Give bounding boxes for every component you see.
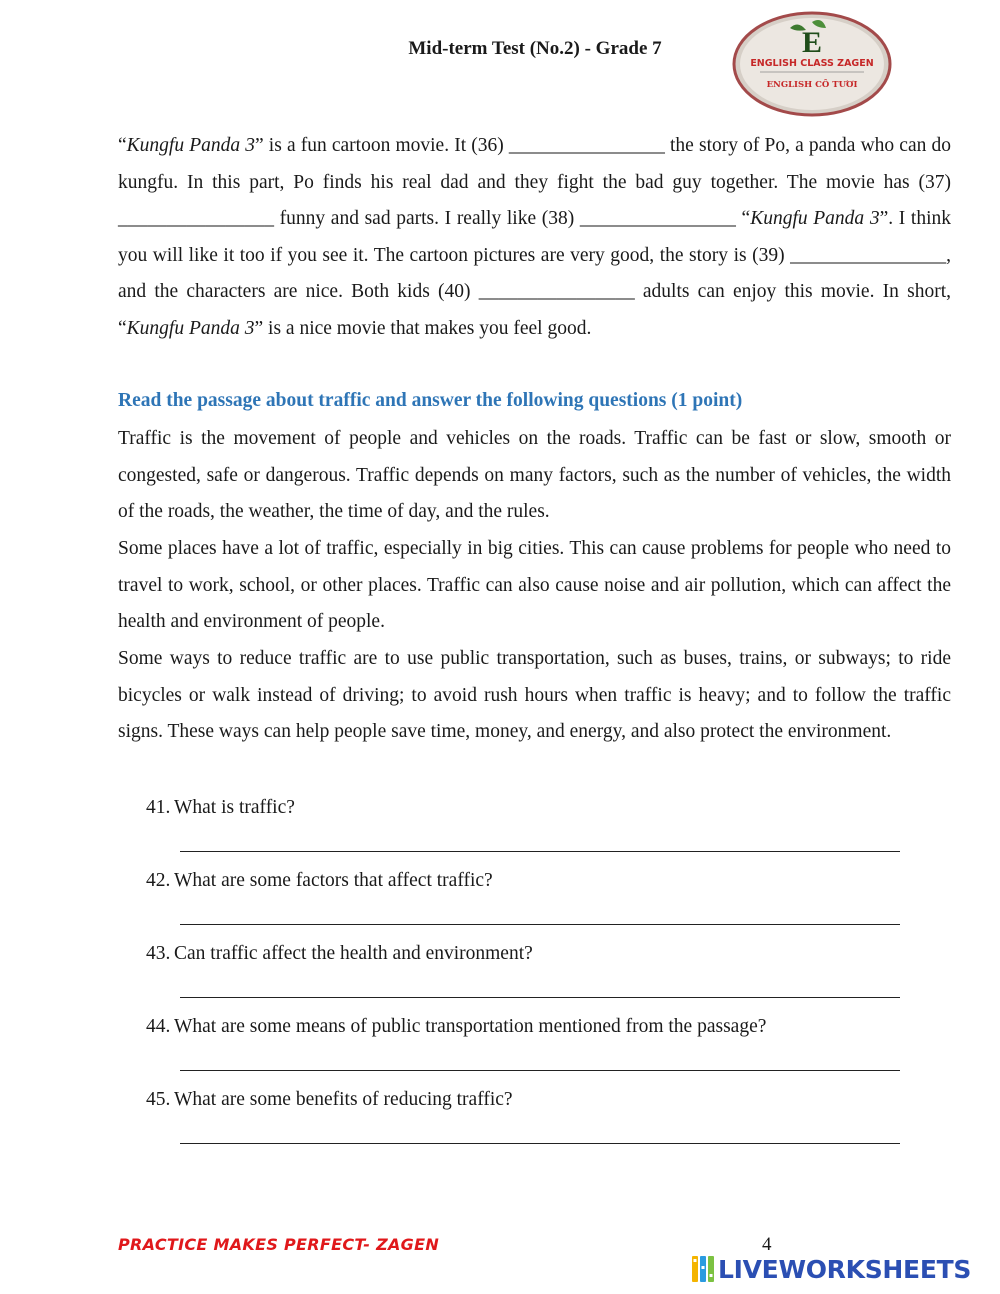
question-42	[146, 869, 493, 893]
question-44	[146, 1015, 766, 1039]
reading-paragraph-2: Some places have a lot of traffic, especially in big cities. This can cause problems for people who need to travel to work, school, or other places. Traffic can also cause noise and air pollution, which can affect the health and environment of people.	[118, 538, 951, 633]
logo-letter: E	[801, 26, 823, 59]
section-heading: Read the passage about traffic and answer the following questions (1 point)	[118, 390, 743, 411]
logo-main-text: ENGLISH CLASS ZAGEN	[750, 58, 874, 69]
movie-title: Kungfu Panda 3	[750, 208, 880, 230]
cloze-text: ”. I think you will like it too if you see it. The cartoon pictures are very good, the story is (39) ________________, and the characters are nice. Both kids (40) ________________ adults can enjoy this movie. In short, “	[118, 208, 951, 339]
answer-line-41[interactable]	[180, 851, 900, 852]
question-text: What are some factors that affect traffic?	[174, 870, 493, 891]
question-number: 41.	[146, 797, 171, 818]
liveworksheets-logo-icon	[692, 1256, 714, 1282]
logo-sub-text: ENGLISH CÔ TƯƠI	[766, 80, 858, 90]
cloze-text: “	[118, 135, 127, 156]
question-number: 44.	[146, 1016, 171, 1037]
question-text: What is traffic?	[174, 797, 295, 818]
zagen-logo	[732, 10, 892, 118]
page-title: Mid-term Test (No.2) - Grade 7	[408, 38, 662, 59]
question-text: What are some means of public transportation mentioned from the passage?	[174, 1016, 767, 1037]
question-number: 43.	[146, 943, 171, 964]
reading-paragraph-1: Traffic is the movement of people and vehicles on the roads. Traffic can be fast or slow, smooth or congested, safe or dangerous. Traffic depends on many factors, such as the number of vehicles, the width of the roads, the weather, the time of day, and the rules.	[118, 428, 951, 523]
answer-line-45[interactable]	[180, 1143, 900, 1144]
answer-line-43[interactable]	[180, 997, 900, 998]
answer-line-42[interactable]	[180, 924, 900, 925]
answer-line-44[interactable]	[180, 1070, 900, 1071]
movie-title: Kungfu Panda 3	[126, 135, 256, 156]
question-45	[146, 1088, 513, 1112]
question-number: 45.	[146, 1089, 171, 1110]
question-number: 42.	[146, 870, 171, 891]
question-text: What are some benefits of reducing traffic?	[174, 1089, 513, 1110]
reading-paragraph-3: Some ways to reduce traffic are to use public transportation, such as buses, trains, or subways; to ride bicycles or walk instead of driving; to avoid rush hours when traffic is heavy; and to follow the traffic signs. These ways can help people save time, money, and energy, and also protect the environment.	[118, 648, 951, 743]
cloze-text: ” is a nice movie that makes you feel good.	[254, 317, 592, 339]
question-41	[146, 796, 295, 820]
question-43	[146, 942, 533, 966]
footer-slogan: PRACTICE MAKES PERFECT- ZAGEN	[118, 1235, 440, 1254]
liveworksheets-brand[interactable]	[692, 1255, 971, 1283]
brand-name: LIVEWORKSHEETS	[718, 1254, 972, 1284]
cloze-paragraph	[118, 128, 951, 348]
page-number: 4	[762, 1234, 772, 1255]
movie-title: Kungfu Panda 3	[126, 317, 255, 339]
cloze-text: ” is a fun cartoon movie. It (36) ________________ the story of Po, a panda who can do kungfu. In this part, Po finds his real dad and they fight the bad guy together. The movie has (37) ________________ funny and sad parts. I really like (38) ________________ “	[118, 135, 951, 230]
question-text: Can traffic affect the health and environment?	[174, 943, 533, 964]
